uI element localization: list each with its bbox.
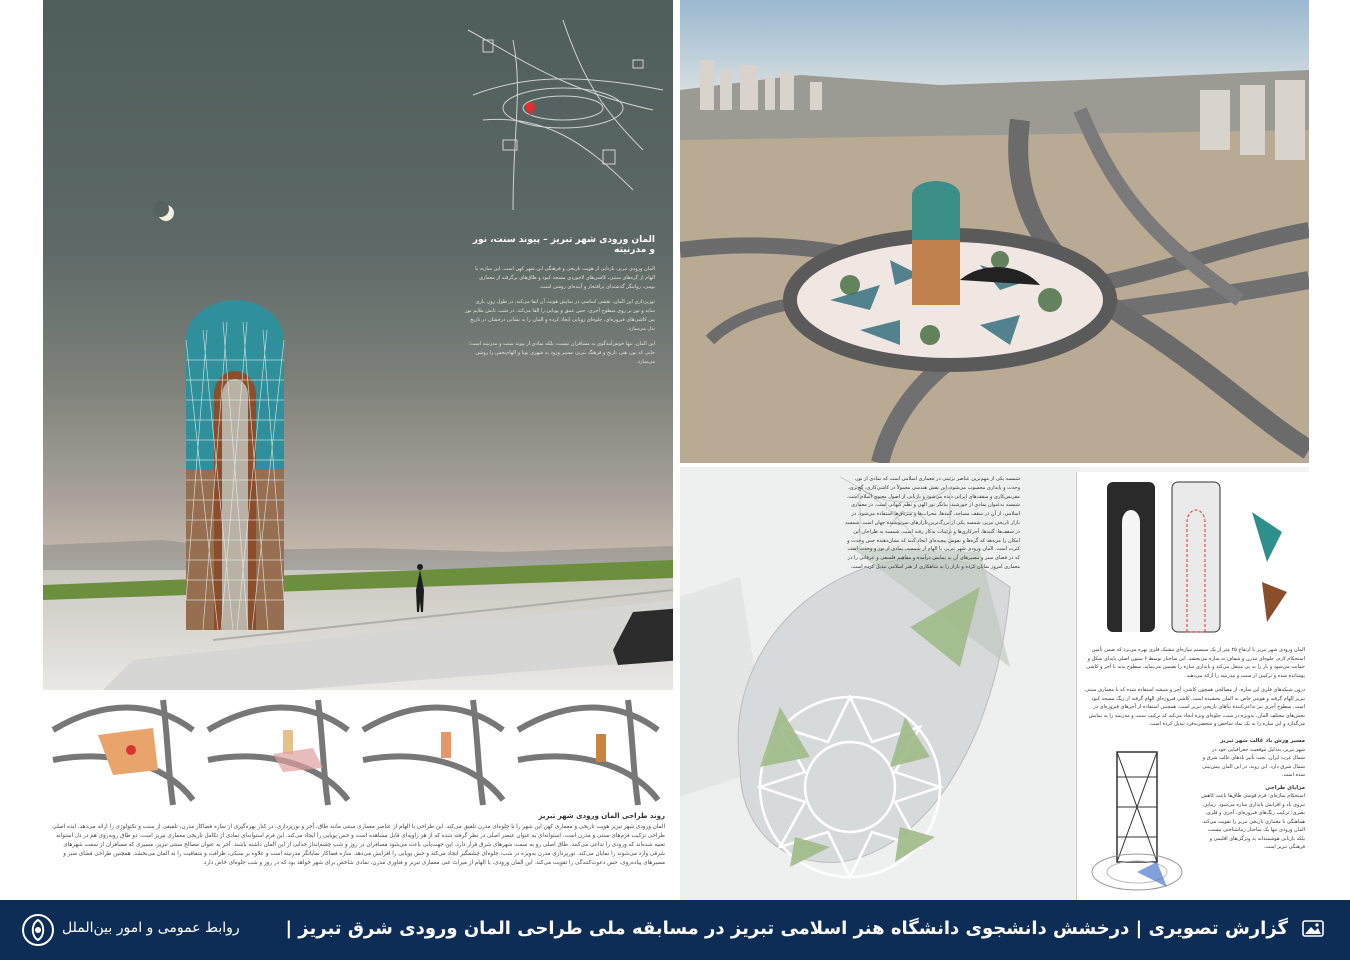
materials-text: درون شبکه‌های فلزی این سازه، از مصالحی همچون کاشی، آجر و شیشه استفاده شده که با معماری سنتی تبریز الهام گرفته و هویتی خاص به المان بخشیده است. کاشی فیروزه‌ای الهام گرفته از رنگ مسجد کبود است. سطوح آجری نیز تداعی‌کننده بناهای تاریخی تبریز است. همچنین استفاده از آجرهای فیروزه‌ای در بخش‌های مختلف المان، به‌ویژه در شب، جلوه‌ای ویژه ایجاد می‌کند که ترکیب سنت و مدرنیته را به نمایش می‌گذارد و این سازه را به یک نماد شاخص و منحصر‌به‌فرد تبدیل کرده است. bbox=[1085, 687, 1305, 727]
wind-diagram bbox=[1087, 737, 1197, 897]
tower-model bbox=[912, 181, 960, 305]
volume-2 bbox=[283, 730, 293, 754]
description-paragraph: نورپردازی این المان، نقشی اساسی در نمایش هویت آن ایفا می‌کند. در طول روز، بازی سایه و نور بر روی سطوح آجری، حس عمق و پویایی را القا می‌کند. در شب، تابش ملایم نور بین کاشی‌های فیروزه‌ای، جلوه‌ای رویایی ایجاد کرده و المان را به نشانی درخشان در تاریخ بدل می‌سازد. bbox=[465, 299, 655, 332]
benefits-title: مزایای طراحی bbox=[1265, 784, 1305, 791]
shamseh-text: شمسه یکی از مهم‌ترین عناصر تزئینی در معماری اسلامی است که نمادی از نور، وحدت و پایداری محسوب می‌شود. این نقش هندسی معمولاً در کاشی‌کاری، گچ‌بری، مقرنس‌کاری و سقف‌های ایرانی دیده می‌شود و بازتابی از اصول معنوی اسلام است. شمسه به‌عنوان نمادی از خورشید، بیانگر نور الهی و نظم کیهانی است. در معماری اسلامی، از آن در سقف مساجد، گنبدها، محراب‌ها و سرتاق‌ها استفاده می‌شود. در بازار تاریخی تبریز، شمسه یکی از بزرگ‌ترین بازارهای سرپوشیده جهان است. شمسه در سقف‌ها، گنبدها، آجرکاری‌ها و تزئینات به‌کار رفته است. شمسه به طراحان این امکان را می‌دهد که گره‌ها و نقوش پیچیده‌ای ایجاد کنند که نشان‌دهنده حس وحدت و کثرت است. المان ورودی شهر تبریز، با الهام از شمسه، نمادی از نور و وحدت است که در فضای سبز و مسیرهای آن به نمایش درآمده و مفاهیم فلسفی و عرفانی را در معماری امروز نمایان کرده و بازار را به شاهکاری از هنر اسلامی تبدیل کرده است. bbox=[845, 476, 1020, 570]
aerial-render-image bbox=[680, 0, 1309, 463]
wind-section bbox=[1077, 737, 1309, 897]
brand-name: روابط عمومی و امور بین‌الملل bbox=[62, 920, 240, 936]
tile-detail-1 bbox=[1252, 512, 1282, 562]
wind-title: مسیر وزش باد غالب شهر تبریز bbox=[1220, 738, 1305, 744]
tower-render bbox=[186, 300, 284, 630]
site-plan-map bbox=[468, 20, 663, 210]
structure-diagrams bbox=[1077, 472, 1309, 642]
volume-3 bbox=[441, 732, 451, 758]
map-pin-icon bbox=[126, 745, 136, 755]
structure-text: المان ورودی شهر تبریز با ارتفاع ۲۵ متر از یک سیستم سازه‌ای مشبک فلزی بهره می‌برد که ضمن تأمین استحکام لازم، جلوه‌ای مدرن و شفاف به سازه می‌بخشد. این ساختار توسط ۶ ستون اصلی پایه‌ای شکل و حمایت می‌شود و بار را به پی منتقل می‌کند و پایداری سازه را تضمین می‌نماید. سطوح بدنه با آجر و کاشی پوشانده شده و ترکیبی از سنت و مدرنیته را ارائه می‌دهند. bbox=[1086, 647, 1305, 679]
description-paragraph: این المان، تنها خوش‌آمدگوی به مسافران نیست، بلکه نمادی از پیوند سنت و مدرنیته است؛ جایی که نور، هنر، تاریخ و فرهنگ تبریز، مسیر ورود به شهری پویا و الهام‌بخش را روشن می‌سازد. bbox=[469, 341, 655, 365]
design-process-caption bbox=[48, 812, 665, 868]
footer-title: گزارش تصویری | درخشش دانشجوی دانشگاه هنر اسلامی تبریز در مسابقه ملی طراحی المان ورودی شرق تبریز | bbox=[285, 918, 1288, 939]
description-paragraph: المان ورودی تبریز، بازتابی از هویت تاریخی و فرهنگی این شهر کهن است. این سازه، با الهام از گره‌های سنتی، کاشی‌های لاجوردی مسجد کبود و طاق‌های برگرفته از معماری بومی، روایتگر گذشته‌ای پرافتخار و آینده‌ای روشن است. bbox=[475, 266, 655, 290]
university-logo-icon bbox=[20, 912, 56, 948]
description-heading: المان ورودی شهر تبریز – پیوند سنت، نور و مدرنیته bbox=[472, 235, 655, 255]
left-poster-panel bbox=[43, 0, 673, 900]
design-process-diagrams bbox=[43, 690, 673, 810]
caption-text: المان ورودی شهر تبریز هویت تاریخی و معماری کهن این شهر را با جلوه‌ای مدرن تلفیق می‌کند. این طراحی با الهام از عناصر معماری سنتی مانند طاق، آجر و نورپردازی، در کنار بهره‌گیری از سازه فضاکار مدرن، تلفیقی از سنت و تکنولوژی را ارائه می‌دهد. ایده اصلی طراحی ترکیب فرم‌های سنتی و مدرن است. استوانه‌ای به عنوان عنصر اصلی در نظر گرفته شده که از هر زاویه‌ای قابل مشاهده است و حس پویایی را ایجاد می‌کند. این فرم استوانه‌ای نمادی از تکامل تاریخی معماری تبریز است. دو طاق روبه‌روی هم در دل استوانه تعبیه شده‌اند که ورودی را تداعی می‌کنند. طاق اصلی رو به سمت شهرهای شرق قرار دارد. این جهت‌یابی باعث می‌شود مسافران در روز و شب چشم‌انداز جذابی از این المان داشته باشند. آجر به عنوان مصالح سنتی تبریز، مسیری که مسافران از سمت شهرهای شرقی وارد می‌شوند را نمایان می‌کند. نورپردازی مدرن به‌ویژه در شب، جلوه‌ای چشمگیر ایجاد می‌کند و حس پویایی را افزایش می‌دهد. سازه فضاکار نمایانگر مدرنیته است و علاوه بر سبکی، ظرافت و شفافیت را به المان می‌بخشد. همچنین طراحی فضای سبز و مسیرهای پیاده‌روی، حس دعوت‌کنندگی را تقویت می‌کند. این المان ورودی، با الهام از میراث غنی معماری تبریز و فناوری مدرن، نمادی شاخص برای شهر خواهد بود که در روز و شب جلوه‌ای خاص دارد. bbox=[52, 824, 665, 866]
image-icon bbox=[1302, 920, 1324, 937]
description-block bbox=[465, 235, 655, 373]
structure-column bbox=[1076, 472, 1309, 900]
tile-detail-2 bbox=[1262, 582, 1287, 622]
benefits-text: استحکام سازه‌ای: فرم قوسی طاق‌ها باعث کاهش نیروی باد و افزایش پایداری سازه می‌شود. زیبایی بصری: ترکیب رنگ‌های فیروزه‌ای، آجری و فلزی، هماهنگی با معماری تاریخی تبریز را تقویت می‌کند. المان ورودی تنها یک ساختار زیباشناختی نیست، بلکه بازتابی هوشمندانه به ویژگی‌های اقلیمی و فرهنگی تبریز است. bbox=[1201, 793, 1305, 850]
wind-text: شهر تبریز، به‌دلیل موقعیت جغرافیایی خود در شمال غرب ایران، تحت تأثیر بادهای غالب شرق و شمال شرق دارد. این روند، در این المان پیش‌بینی شده است. bbox=[1202, 746, 1305, 778]
volume-4 bbox=[596, 734, 606, 762]
caption-title: روند طراحی المان ورودی شهر تبریز bbox=[538, 812, 665, 820]
footer-bar bbox=[0, 900, 1350, 960]
shamseh-description bbox=[845, 475, 1020, 572]
plan-and-structure-panel bbox=[680, 467, 1309, 900]
